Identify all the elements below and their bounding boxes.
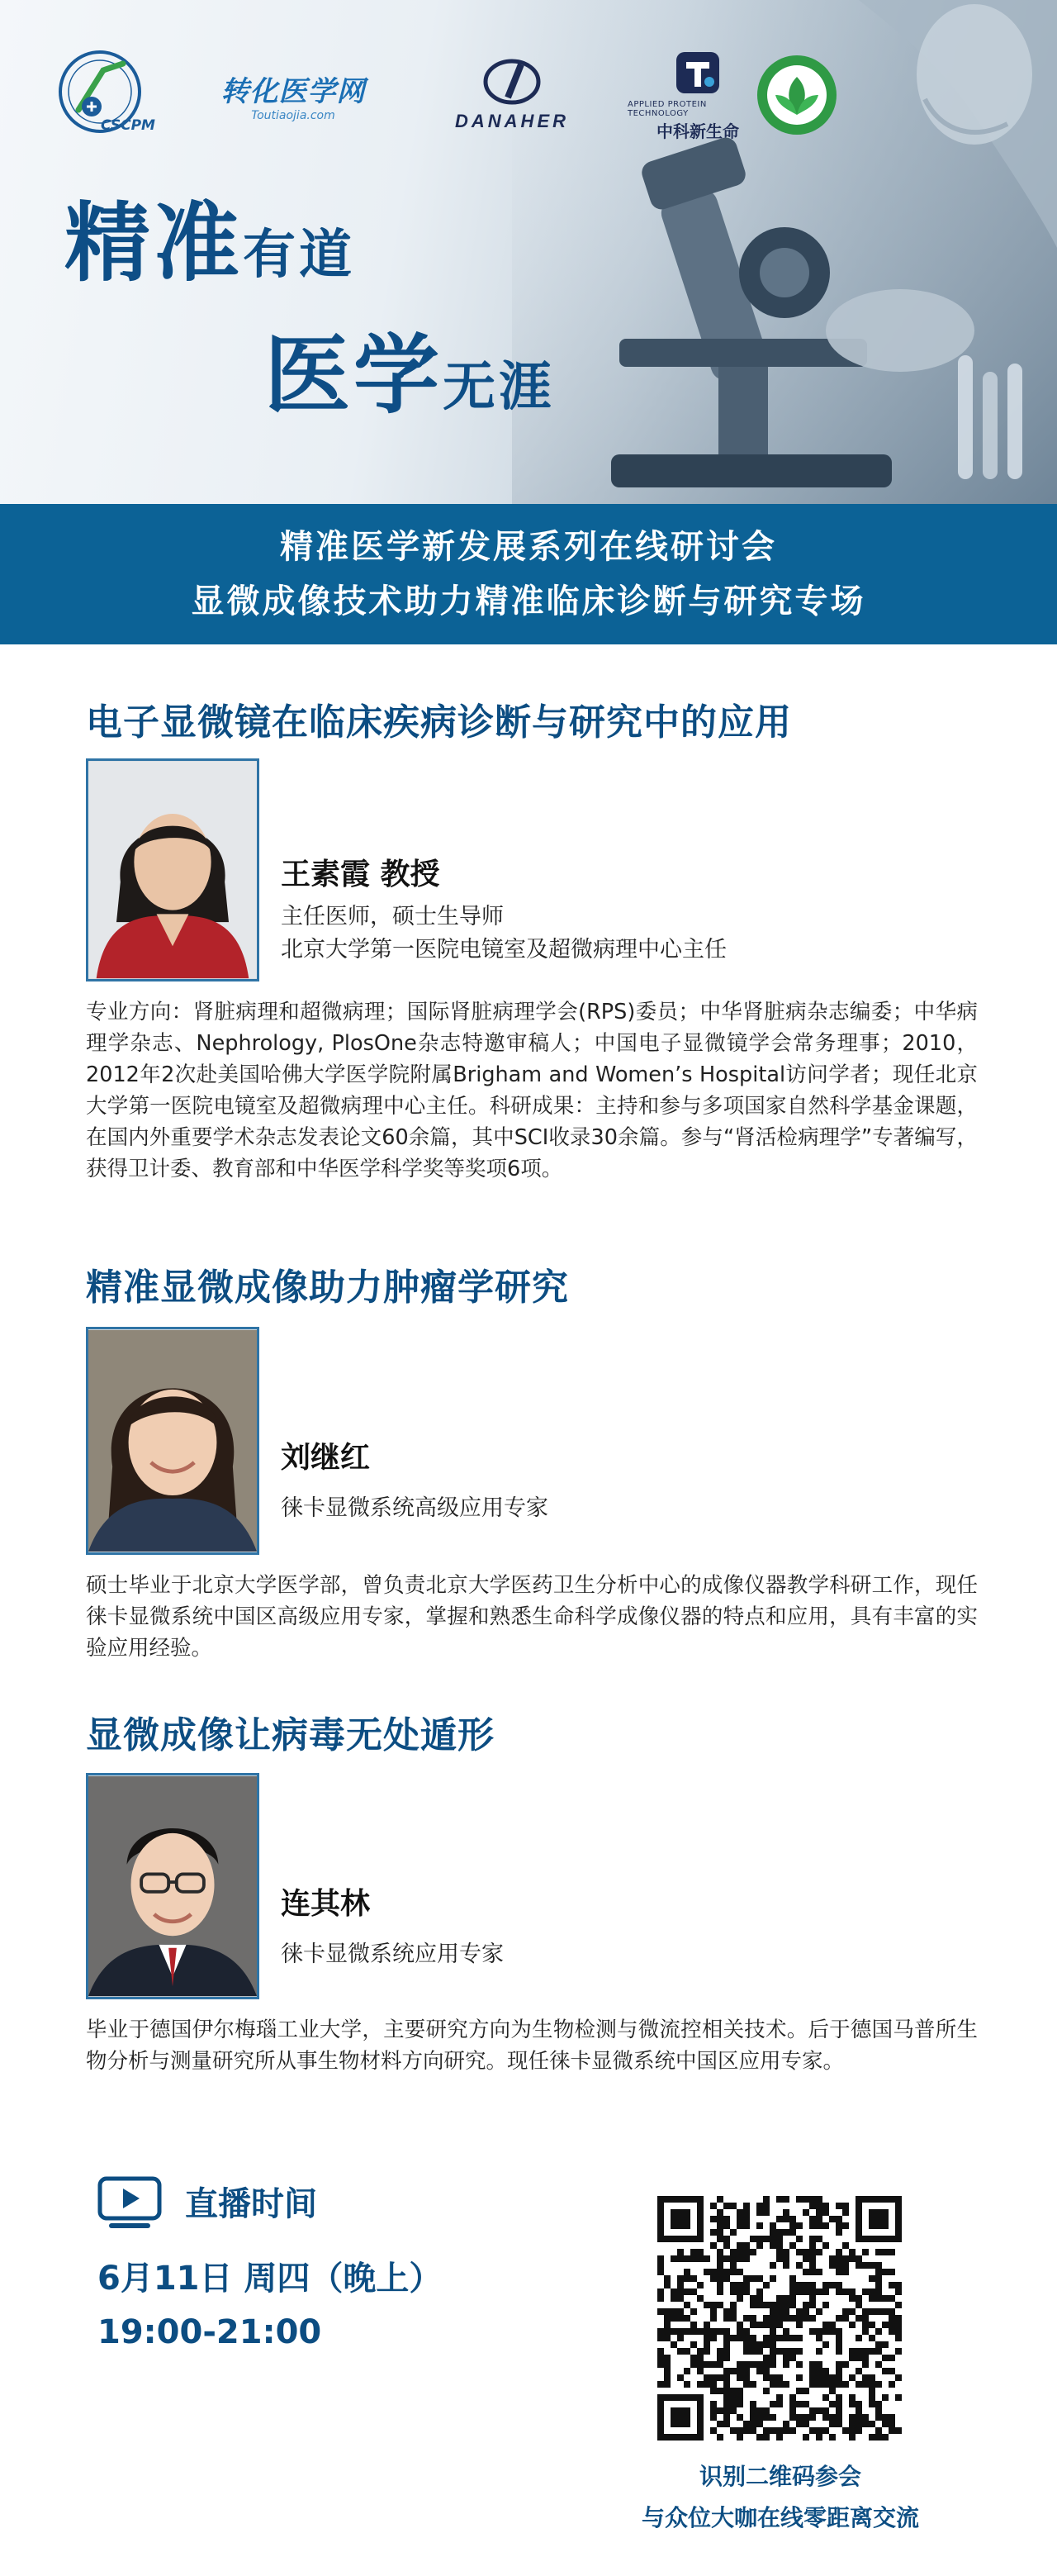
apt-mark-icon <box>673 49 723 97</box>
section-title-3: 显微成像让病毒无处遁形 <box>86 1714 495 1756</box>
speaker-photo-liu <box>86 1327 259 1555</box>
danaher-name: DANAHER <box>455 111 569 131</box>
speaker-role-3: 徕卡显微系统应用专家 <box>281 1942 504 1967</box>
danaher-logo <box>421 41 603 149</box>
slogan-line-1 <box>64 173 355 297</box>
speaker-name-2: 刘继红 <box>281 1441 371 1475</box>
slogan-line2-small: 无涯 <box>443 357 556 418</box>
green-leaf-seal-icon <box>754 52 840 138</box>
speaker-portrait-illustration <box>88 761 257 979</box>
live-date: 6月11日 周四（晚上） <box>97 2260 443 2298</box>
translational-medicine-logo <box>198 41 388 149</box>
translational-medicine-name: 转化医学网 <box>220 74 366 108</box>
qr-code-icon <box>657 2196 902 2441</box>
event-title-banner <box>0 504 1057 644</box>
registration-qr-code[interactable] <box>657 2196 902 2441</box>
slogan-line1-small: 有道 <box>243 225 356 286</box>
qr-caption-1: 识别二维码参会 <box>699 2463 861 2490</box>
sponsor-logos <box>50 41 842 149</box>
speaker-role-2: 徕卡显微系统高级应用专家 <box>281 1495 548 1521</box>
speaker-portrait-illustration <box>88 1775 257 1997</box>
apt-small-text: APPLIED PROTEIN TECHNOLOGY <box>628 99 707 118</box>
banner-line-1: 精准医学新发展系列在线研讨会 <box>280 528 777 566</box>
slogan-line2-big: 医学 <box>264 325 443 425</box>
speaker-role-1a: 主任医师，硕士生导师 <box>281 904 504 929</box>
slogan-line1-big: 精准 <box>64 192 244 293</box>
speaker-photo-lian <box>86 1773 259 1999</box>
slogan-line-2 <box>264 306 555 430</box>
green-seal-logo <box>751 41 842 149</box>
speaker-name-1: 王素霞 教授 <box>281 858 440 891</box>
speaker-bio-3: 毕业于德国伊尔梅瑙工业大学，主要研究方向为生物检测与微流控相关技术。后于德国马普所生物分析与测量研究所从事生物材料方向研究。现任徕卡显微系统中国区应用专家。 <box>86 2018 978 2074</box>
speaker-photo-wang <box>86 758 259 981</box>
live-time-label: 直播时间 <box>185 2185 317 2223</box>
live-time-range: 19:00-21:00 <box>97 2313 322 2351</box>
hero-header <box>0 0 1057 504</box>
danaher-mark-icon <box>483 58 541 106</box>
cscpm-text: CSCPM <box>101 117 155 134</box>
live-broadcast-icon <box>97 2176 162 2231</box>
speaker-role-1b: 北京大学第一医院电镜室及超微病理中心主任 <box>281 937 727 962</box>
qr-modules <box>657 2196 902 2441</box>
section-title-1: 电子显微镜在临床疾病诊断与研究中的应用 <box>86 701 792 744</box>
speaker-name-3: 连其林 <box>281 1887 371 1921</box>
banner-line-2: 显微成像技术助力精准临床诊断与研究专场 <box>191 582 866 620</box>
speaker-bio-2: 硕士毕业于北京大学医学部，曾负责北京大学医药卫生分析中心的成像仪器教学科研工作，现任徕卡显微系统中国区高级应用专家，掌握和熟悉生命科学成像仪器的特点和应用，具有丰富的实验应用经验。 <box>86 1573 978 1661</box>
speaker-portrait-illustration <box>88 1329 257 1552</box>
apt-name: 中科新生命 <box>656 121 739 141</box>
speaker-bio-1: 专业方向：肾脏病理和超微病理；国际肾脏病理学会(RPS)委员；中华肾脏病杂志编委；中华病理学杂志、Nephrology, PlosOne杂志特邀审稿人；中国电子显微镜学会常务理事；2010，2012年2次赴美国哈佛大学医学院附属Brigham and Women’s Hospital访问学者；现任北京大学第一医院电镜室及超微病理中心主任。科研成果：主持和参与多项国家自然科学基金课题，在国内外重要学术杂志发表论文60余篇，其中SCI收录30余篇。参与“肾活检病理学”专著编写，获得卫计委、教育部和中华医学科学奖等奖项6项。 <box>86 1000 978 1181</box>
section-title-2: 精准显微成像助力肿瘤学研究 <box>86 1267 569 1309</box>
translational-medicine-url: Toutiaojia.com <box>251 108 335 122</box>
cscpm-logo <box>50 41 157 149</box>
qr-caption-2: 与众位大咖在线零距离交流 <box>641 2504 919 2531</box>
apt-logo <box>628 41 768 149</box>
